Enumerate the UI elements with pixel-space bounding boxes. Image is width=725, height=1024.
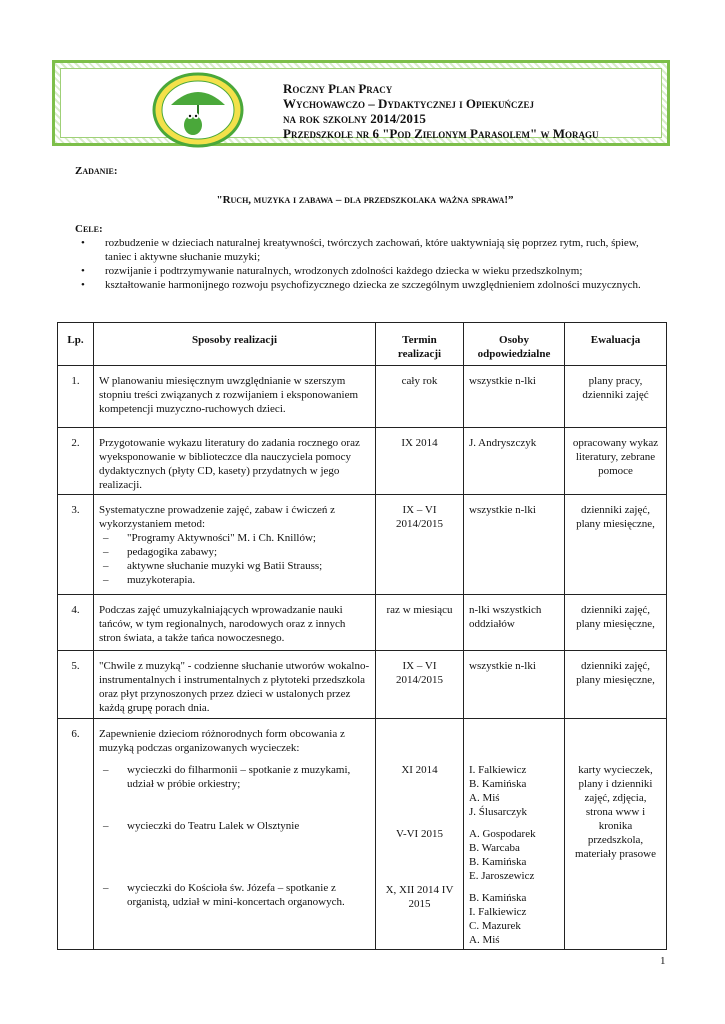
method-sub-item: – muzykoterapia. xyxy=(103,574,196,586)
trip-item: – wycieczki do filharmonii – spotkanie z muzykami, udział w próbie orkiestry; xyxy=(103,764,351,790)
row-method: Podczas zajęć umuzykalniających wprowadzanie nauki tańców, w tym regionalnych, narodowych oraz z innych stron świata, a także tańca nowoczesnego. xyxy=(94,595,376,651)
row-number: 6. xyxy=(58,719,94,950)
method-sub-item: – aktywne słuchanie muzyki wg Batii Strauss; xyxy=(103,560,323,572)
person-name: B. Kamińska xyxy=(469,856,527,868)
row-evaluation: dzienniki zajęć, plany miesięczne, xyxy=(565,651,667,719)
plan-title-block xyxy=(283,81,673,141)
row-evaluation xyxy=(565,719,667,950)
col-header-lp: Lp. xyxy=(58,323,94,366)
dash-icon: – xyxy=(103,532,109,544)
task-heading: Zadanie: xyxy=(75,165,118,177)
plan-title-line-4: Przedszkole nr 6 "Pod Zielonym Parasolem" w Morągu xyxy=(283,126,599,141)
plan-table xyxy=(57,322,667,950)
page-number: 1 xyxy=(660,955,666,967)
person-name: B. Kamińska xyxy=(469,778,527,790)
task-slogan: "Ruch, muzyka i zabawa – dla przedszkolaka ważna sprawa!” xyxy=(216,194,514,206)
bullet-icon: • xyxy=(81,265,85,277)
person-name: I. Falkiewicz xyxy=(469,764,527,776)
row-evaluation: plany pracy, dzienniki zajęć xyxy=(565,366,667,428)
goal-item: • kształtowanie harmonijnego rozwoju psychofizycznego dziecka ze szczególnym uwzględnieniem zdolności muzycznych. xyxy=(81,279,641,291)
row-number: 3. xyxy=(58,495,94,595)
person-name: A. Miś xyxy=(469,792,500,804)
person-name: I. Falkiewicz xyxy=(469,906,527,918)
row-term xyxy=(376,719,464,950)
row-number: 1. xyxy=(58,366,94,428)
row-number: 2. xyxy=(58,428,94,495)
person-name: C. Mazurek xyxy=(469,920,521,932)
row-term: IX – VI 2014/2015 xyxy=(376,495,464,595)
header-banner-inner xyxy=(60,68,662,141)
row-method-text: Systematyczne prowadzenie zajęć, zabaw i ćwiczeń z wykorzystaniem metod: xyxy=(99,504,336,530)
table-row xyxy=(58,651,667,719)
dash-icon: – xyxy=(103,764,109,776)
row-method: Przygotowanie wykazu literatury do zadania rocznego oraz wyeksponowanie w biblioteczce dla nauczyciela pomocy dydaktycznych (płyty CD, kasety) przydatnych w jego realizacji. xyxy=(94,428,376,495)
row-term: IX – VI 2014/2015 xyxy=(376,651,464,719)
goal-item: • rozwijanie i podtrzymywanie naturalnych, wrodzonych zdolności każdego dziecka w wieku przedszkolnym; xyxy=(81,265,583,277)
dash-icon: – xyxy=(103,820,109,832)
table-row xyxy=(58,595,667,651)
trip-term: X, XII 2014 IV 2015 xyxy=(385,884,454,910)
row-persons: J. Andryszczyk xyxy=(464,428,565,495)
dash-icon: – xyxy=(103,574,109,586)
col-header-persons: Osoby odpowiedzialne xyxy=(464,323,565,366)
person-name: B. Warcaba xyxy=(469,842,520,854)
row-method: "Chwile z muzyką" - codzienne słuchanie utworów wokalno-instrumentalnych i instrumentalnych z płytoteki przedszkola oraz płyt przynoszonych przez dzieci w ustalonych przez każdą grupę porach dnia. xyxy=(94,651,376,719)
row-evaluation: opracowany wykaz literatury, zebrane pomoce xyxy=(565,428,667,495)
row-evaluation: dzienniki zajęć, plany miesięczne, xyxy=(565,495,667,595)
person-name: B. Kamińska xyxy=(469,892,527,904)
row-method-text: Zapewnienie dzieciom różnorodnych form obcowania z muzyką podczas organizowanych wycieczek: xyxy=(99,728,345,754)
goal-item: • rozbudzenie w dzieciach naturalnej kreatywności, twórczych zachowań, które uaktywniają się poprzez rytm, ruch, śpiew, taniec i aktywne słuchanie muzyki; xyxy=(81,237,639,263)
row-term: IX 2014 xyxy=(376,428,464,495)
header-banner xyxy=(52,60,670,146)
person-name: J. Ślusarczyk xyxy=(469,806,528,818)
plan-title-line-2: Wychowawczo – Dydaktycznej i Opiekuńczej xyxy=(283,96,535,111)
row-term: cały rok xyxy=(376,366,464,428)
trip-term: V-VI 2015 xyxy=(396,828,443,840)
row-evaluation: dzienniki zajęć, plany miesięczne, xyxy=(565,595,667,651)
person-name: A. Gospodarek xyxy=(469,828,536,840)
trip-item: – wycieczki do Kościoła św. Józefa – spotkanie z organistą, udział w mini-koncertach organowych. xyxy=(103,882,345,908)
person-name: A. Miś xyxy=(469,934,500,946)
goals-list xyxy=(75,236,665,292)
kindergarten-logo xyxy=(149,71,247,149)
row-method xyxy=(94,495,376,595)
row-number: 4. xyxy=(58,595,94,651)
row-method xyxy=(94,719,376,950)
row-evaluation-text: karty wycieczek, plany i dzienniki zajęć, zdjęcia, strona www i kronika przedszkola, materiały prasowe xyxy=(575,764,656,860)
method-sub-item: – "Programy Aktywności" M. i Ch. Knillów; xyxy=(103,532,316,544)
trip-term: XI 2014 xyxy=(401,764,438,776)
person-name: E. Jaroszewicz xyxy=(469,870,535,882)
table-row xyxy=(58,495,667,595)
col-header-evaluation: Ewaluacja xyxy=(565,323,667,366)
row-number: 5. xyxy=(58,651,94,719)
table-row xyxy=(58,719,667,950)
plan-title-line-3: na rok szkolny 2014/2015 xyxy=(283,111,426,126)
trip-item: – wycieczki do Teatru Lalek w Olsztynie xyxy=(103,820,300,832)
row-term: raz w miesiącu xyxy=(376,595,464,651)
row-persons: n-lki wszystkich oddziałów xyxy=(464,595,565,651)
row-persons xyxy=(464,719,565,950)
table-header-row xyxy=(58,323,667,366)
dash-icon: – xyxy=(103,560,109,572)
dash-icon: – xyxy=(103,882,109,894)
bullet-icon: • xyxy=(81,237,85,249)
col-header-methods: Sposoby realizacji xyxy=(94,323,376,366)
bullet-icon: • xyxy=(81,279,85,291)
row-method: W planowaniu miesięcznym uwzględnianie w szerszym stopniu treści związanych z rozwijaniem i eksponowaniem kompetencji muzyczno-ruchowych dzieci. xyxy=(94,366,376,428)
method-sub-item: – pedagogika zabawy; xyxy=(103,546,218,558)
table-row xyxy=(58,366,667,428)
table-row xyxy=(58,428,667,495)
row-persons: wszystkie n-lki xyxy=(464,651,565,719)
plan-title-line-1: Roczny Plan Pracy xyxy=(283,81,393,96)
col-header-term: Termin realizacji xyxy=(376,323,464,366)
dash-icon: – xyxy=(103,546,109,558)
row-persons: wszystkie n-lki xyxy=(464,495,565,595)
row-persons: wszystkie n-lki xyxy=(464,366,565,428)
goals-heading: Cele: xyxy=(75,223,103,235)
